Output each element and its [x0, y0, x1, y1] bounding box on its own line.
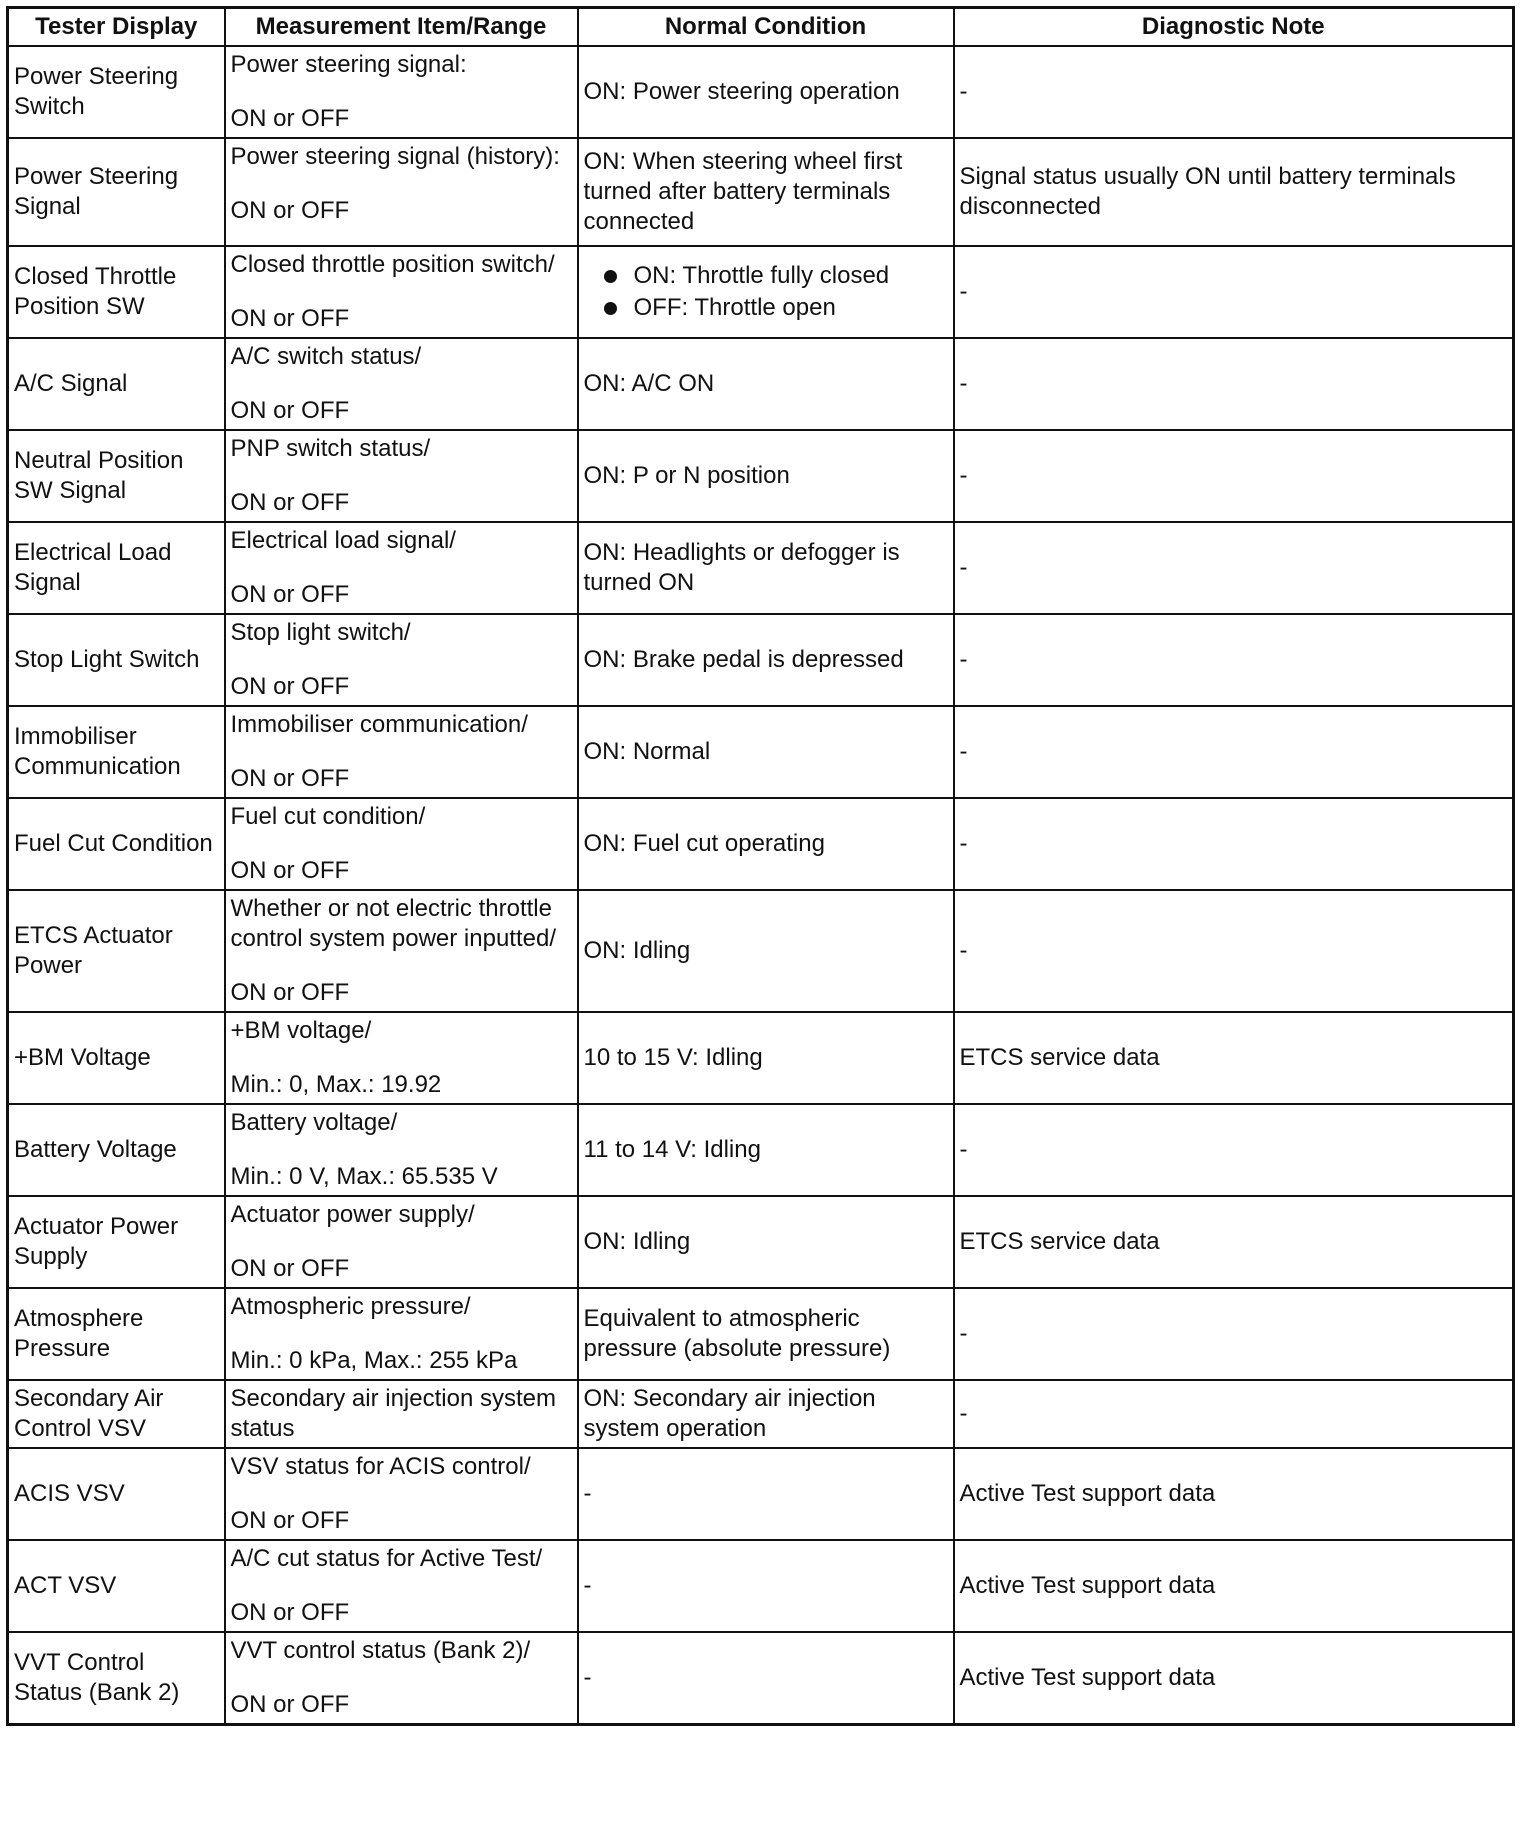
normal-condition-list: [584, 260, 948, 324]
table-row: [8, 522, 1514, 614]
measurement-range: Min.: 0 kPa, Max.: 255 kPa: [230, 1347, 518, 1374]
table-row: [8, 338, 1514, 430]
diagnostic-note-cell: Signal status usually ON until battery terminals disconnected: [954, 138, 1514, 246]
table-row: [8, 798, 1514, 890]
measurement-range: ON or OFF: [230, 1507, 350, 1534]
measurement-range: ON or OFF: [230, 1691, 350, 1718]
measurement-cell: [225, 1448, 578, 1540]
measurement-range: ON or OFF: [230, 857, 350, 884]
table-row: [8, 614, 1514, 706]
table-row: [8, 1104, 1514, 1196]
header-diagnostic-note: Diagnostic Note: [954, 8, 1514, 47]
measurement-item: Power steering signal (history):: [230, 143, 560, 170]
normal-condition-cell: ON: Secondary air injection system operation: [578, 1380, 954, 1448]
measurement-range: ON or OFF: [230, 581, 350, 608]
measurement-item: Battery voltage/: [230, 1109, 398, 1136]
measurement-item: A/C switch status/: [230, 343, 422, 370]
normal-condition-cell: -: [578, 1632, 954, 1725]
measurement-cell: [225, 1196, 578, 1288]
measurement-cell: [225, 1104, 578, 1196]
diagnostic-note-cell: -: [954, 706, 1514, 798]
normal-condition-cell: ON: A/C ON: [578, 338, 954, 430]
tester-display-cell: Electrical Load Signal: [8, 522, 225, 614]
measurement-range: ON or OFF: [230, 1255, 350, 1282]
tester-display-cell: ACT VSV: [8, 1540, 225, 1632]
diagnostic-note-cell: -: [954, 430, 1514, 522]
diagnostic-note-cell: -: [954, 1104, 1514, 1196]
tester-display-cell: Stop Light Switch: [8, 614, 225, 706]
diagnostic-note-cell: -: [954, 522, 1514, 614]
tester-display-cell: Power Steering Switch: [8, 46, 225, 138]
tester-display-cell: Immobiliser Communication: [8, 706, 225, 798]
table-row: [8, 246, 1514, 338]
table-row: [8, 1540, 1514, 1632]
measurement-cell: [225, 138, 578, 246]
measurement-item: VVT control status (Bank 2)/: [230, 1637, 531, 1664]
measurement-item: Closed throttle position switch/: [230, 251, 555, 278]
tester-display-cell: ACIS VSV: [8, 1448, 225, 1540]
measurement-range: ON or OFF: [230, 765, 350, 792]
measurement-range: ON or OFF: [230, 197, 350, 224]
measurement-item: PNP switch status/: [230, 435, 431, 462]
diagnostic-note-cell: -: [954, 338, 1514, 430]
measurement-item: A/C cut status for Active Test/: [230, 1545, 543, 1572]
normal-condition-cell: ON: When steering wheel first turned after battery terminals connected: [578, 138, 954, 246]
diagnostic-note-cell: -: [954, 1380, 1514, 1448]
normal-condition-cell: 11 to 14 V: Idling: [578, 1104, 954, 1196]
table-row: [8, 1632, 1514, 1725]
diagnostic-note-cell: Active Test support data: [954, 1540, 1514, 1632]
tester-display-cell: ETCS Actuator Power: [8, 890, 225, 1012]
measurement-cell: [225, 1288, 578, 1380]
measurement-range: Min.: 0 V, Max.: 65.535 V: [230, 1163, 498, 1190]
measurement-range: ON or OFF: [230, 979, 350, 1006]
measurement-cell: [225, 1012, 578, 1104]
header-row: [8, 8, 1514, 47]
diagnostic-note-cell: -: [954, 246, 1514, 338]
measurement-item: +BM voltage/: [230, 1017, 372, 1044]
measurement-cell: [225, 1380, 578, 1448]
diagnostic-note-cell: -: [954, 46, 1514, 138]
measurement-item: Secondary air injection system status: [230, 1385, 556, 1442]
table-row: [8, 1288, 1514, 1380]
normal-condition-cell: ON: Power steering operation: [578, 46, 954, 138]
measurement-range: ON or OFF: [230, 1599, 350, 1626]
diagnostic-note-cell: ETCS service data: [954, 1196, 1514, 1288]
header-measurement: Measurement Item/Range: [225, 8, 578, 47]
measurement-cell: [225, 1540, 578, 1632]
normal-condition-cell: ON: Fuel cut operating: [578, 798, 954, 890]
measurement-cell: [225, 430, 578, 522]
table-row: [8, 1448, 1514, 1540]
measurement-range: ON or OFF: [230, 105, 350, 132]
tester-display-cell: Battery Voltage: [8, 1104, 225, 1196]
table-row: [8, 1380, 1514, 1448]
tester-display-cell: Neutral Position SW Signal: [8, 430, 225, 522]
normal-condition-cell: ON: Brake pedal is depressed: [578, 614, 954, 706]
tester-display-cell: Atmosphere Pressure: [8, 1288, 225, 1380]
table-row: [8, 1196, 1514, 1288]
data-list-table: [6, 6, 1515, 1726]
measurement-cell: [225, 1632, 578, 1725]
data-table-container: [6, 6, 1512, 1726]
bullet-item: ON: Throttle fully closed: [604, 260, 948, 292]
table-row: [8, 430, 1514, 522]
table-row: [8, 706, 1514, 798]
tester-display-cell: Closed Throttle Position SW: [8, 246, 225, 338]
tester-display-cell: Fuel Cut Condition: [8, 798, 225, 890]
normal-condition-cell: Equivalent to atmospheric pressure (absolute pressure): [578, 1288, 954, 1380]
header-normal-condition: Normal Condition: [578, 8, 954, 47]
tester-display-cell: Power Steering Signal: [8, 138, 225, 246]
measurement-cell: [225, 798, 578, 890]
measurement-item: Immobiliser communication/: [230, 711, 528, 738]
measurement-range: Min.: 0, Max.: 19.92: [230, 1071, 442, 1098]
diagnostic-note-cell: -: [954, 890, 1514, 1012]
normal-condition-cell: ON: Idling: [578, 1196, 954, 1288]
normal-condition-cell: ON: Headlights or defogger is turned ON: [578, 522, 954, 614]
measurement-cell: [225, 614, 578, 706]
measurement-cell: [225, 890, 578, 1012]
bullet-item: OFF: Throttle open: [604, 292, 948, 324]
normal-condition-cell: [578, 246, 954, 338]
measurement-cell: [225, 706, 578, 798]
measurement-cell: [225, 246, 578, 338]
measurement-range: ON or OFF: [230, 305, 350, 332]
header-tester-display: Tester Display: [8, 8, 225, 47]
measurement-range: ON or OFF: [230, 489, 350, 516]
measurement-cell: [225, 46, 578, 138]
diagnostic-note-cell: Active Test support data: [954, 1448, 1514, 1540]
measurement-range: ON or OFF: [230, 397, 350, 424]
diagnostic-note-cell: ETCS service data: [954, 1012, 1514, 1104]
measurement-item: Electrical load signal/: [230, 527, 456, 554]
normal-condition-cell: -: [578, 1448, 954, 1540]
tester-display-cell: Actuator Power Supply: [8, 1196, 225, 1288]
diagnostic-note-cell: -: [954, 614, 1514, 706]
normal-condition-cell: 10 to 15 V: Idling: [578, 1012, 954, 1104]
tester-display-cell: VVT Control Status (Bank 2): [8, 1632, 225, 1725]
diagnostic-note-cell: Active Test support data: [954, 1632, 1514, 1725]
measurement-cell: [225, 522, 578, 614]
normal-condition-cell: -: [578, 1540, 954, 1632]
normal-condition-cell: ON: Idling: [578, 890, 954, 1012]
tester-display-cell: Secondary Air Control VSV: [8, 1380, 225, 1448]
normal-condition-cell: ON: P or N position: [578, 430, 954, 522]
measurement-item: Fuel cut condition/: [230, 803, 426, 830]
measurement-item: Actuator power supply/: [230, 1201, 475, 1228]
table-row: [8, 890, 1514, 1012]
measurement-cell: [225, 338, 578, 430]
table-row: [8, 138, 1514, 246]
table-row: [8, 1012, 1514, 1104]
measurement-item: Power steering signal:: [230, 51, 467, 78]
measurement-item: Atmospheric pressure/: [230, 1293, 471, 1320]
measurement-range: ON or OFF: [230, 673, 350, 700]
tester-display-cell: +BM Voltage: [8, 1012, 225, 1104]
table-body: [8, 46, 1514, 1725]
diagnostic-note-cell: -: [954, 798, 1514, 890]
tester-display-cell: A/C Signal: [8, 338, 225, 430]
normal-condition-cell: ON: Normal: [578, 706, 954, 798]
measurement-item: VSV status for ACIS control/: [230, 1453, 531, 1480]
table-row: [8, 46, 1514, 138]
measurement-item: Stop light switch/: [230, 619, 411, 646]
diagnostic-note-cell: -: [954, 1288, 1514, 1380]
measurement-item: Whether or not electric throttle control system power inputted/: [230, 895, 556, 952]
